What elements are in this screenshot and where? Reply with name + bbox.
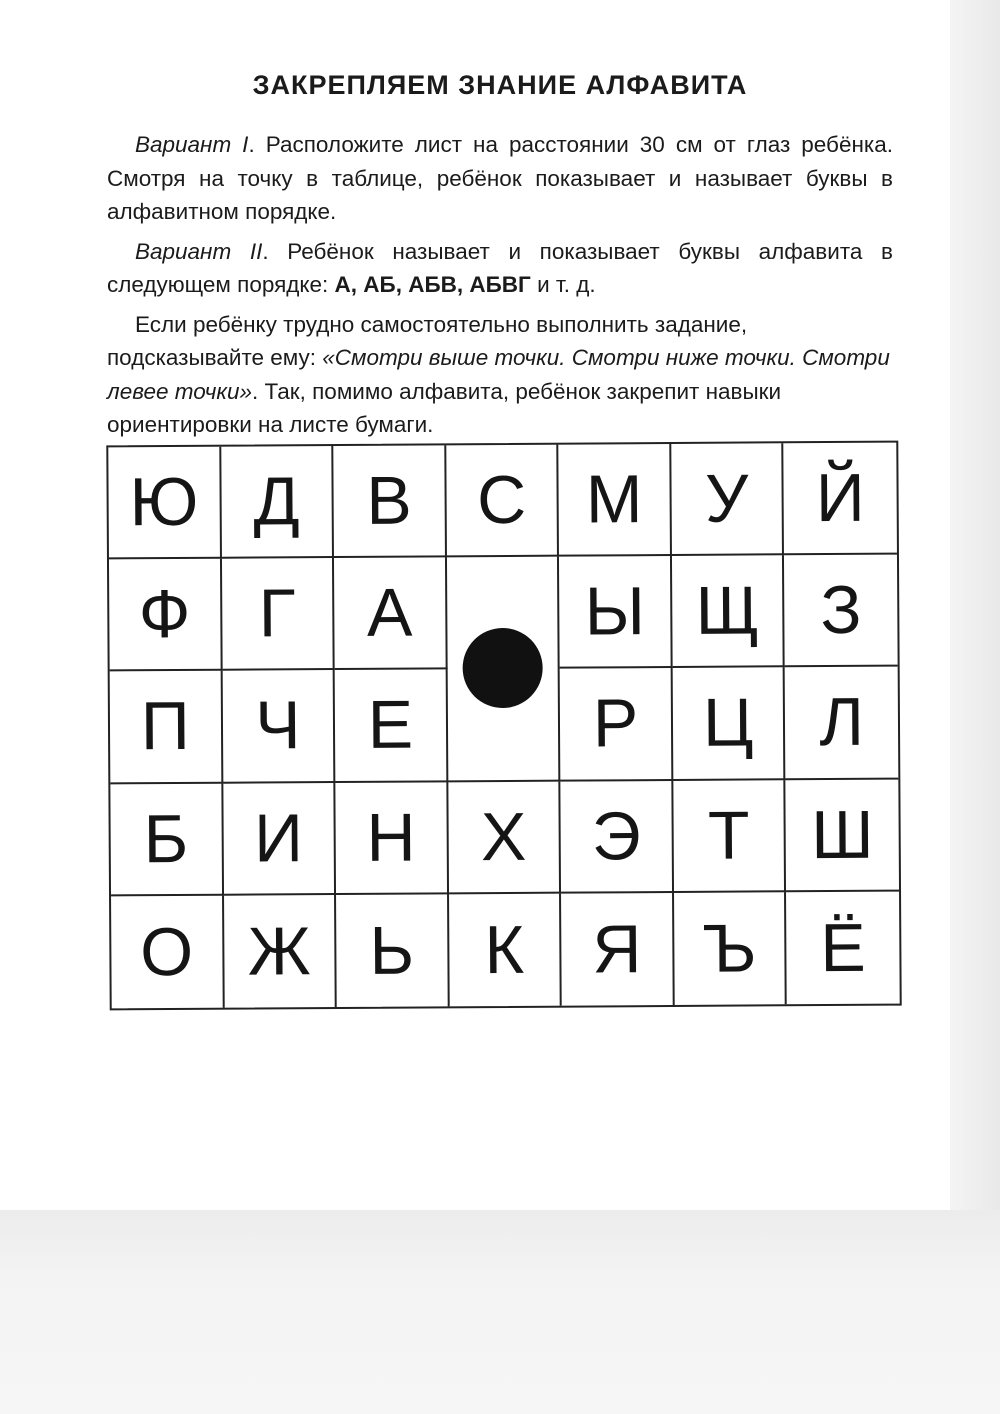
- grid-cell: Н: [335, 782, 448, 895]
- grid-cell: О: [111, 896, 224, 1009]
- grid-cell: Я: [561, 893, 674, 1006]
- variant-1-label: Вариант I: [135, 132, 249, 157]
- grid-cell: Ъ: [674, 892, 787, 1005]
- grid-cell: И: [223, 783, 336, 896]
- grid-cell: А: [334, 558, 447, 671]
- grid-cell: Т: [673, 780, 786, 893]
- grid-cell: Д: [221, 446, 334, 559]
- grid-cell: Ы: [559, 556, 672, 669]
- grid-cell: Ю: [108, 447, 221, 560]
- variant-2-label: Вариант II: [135, 238, 263, 264]
- hint-quote: «Смотри выше точки. Смотри ниже точки. Смотри левее точки»: [107, 345, 890, 404]
- grid-cell: З: [784, 555, 897, 668]
- center-dot-cell: [447, 557, 561, 782]
- instruction-hint: [107, 308, 893, 442]
- variant-1-text: . Расположите лист на расстоянии 30 см от глаз ребёнка. Смотря на точку в таблице, ребёнок показывает и называет буквы в алфавитном порядке.: [107, 132, 893, 224]
- grid-cell: Ф: [109, 559, 222, 672]
- grid-cell: Ш: [786, 779, 899, 892]
- grid-cell: П: [110, 671, 223, 784]
- hint-text: Если ребёнку трудно самостоятельно выполнить задание, подсказывайте ему:: [107, 311, 748, 370]
- grid-cell: Э: [561, 781, 674, 894]
- hint-tail: . Так, помимо алфавита, ребёнок закрепит навыки ориентировки на листе бумаги.: [107, 378, 782, 437]
- page-title: ЗАКРЕПЛЯЕМ ЗНАНИЕ АЛФАВИТА: [252, 70, 748, 100]
- instruction-variant-2: [107, 235, 893, 302]
- grid-cell: Ё: [820, 909, 866, 986]
- grid-cell: Й: [784, 443, 897, 556]
- grid-cell: Щ: [672, 555, 785, 668]
- grid-cell: Х: [448, 781, 561, 894]
- fixation-dot: [462, 628, 542, 708]
- grid-cell: К: [449, 893, 562, 1006]
- grid-cell: Ж: [224, 895, 337, 1008]
- variant-2-text: . Ребёнок называет и показывает буквы алфавита в следующем порядке:: [107, 238, 893, 297]
- grid-cell: Г: [222, 558, 335, 671]
- grid-cell: У: [671, 443, 784, 556]
- variant-2-tail: и т. д.: [530, 272, 596, 297]
- instructions: [107, 128, 893, 448]
- grid-cell: Б: [110, 783, 223, 896]
- grid-cell: Е: [335, 670, 448, 783]
- grid-cell: С: [446, 445, 559, 558]
- letter-grid: [106, 441, 901, 1011]
- variant-2-sequence: А, АБ, АБВ, АБВГ: [334, 272, 531, 297]
- scan-bottom-margin: [0, 1210, 1000, 1414]
- grid-cell: В: [333, 445, 446, 558]
- grid-cell: Р: [560, 668, 673, 781]
- grid-cell: Ч: [222, 670, 335, 783]
- scan-margin: [950, 0, 1000, 1414]
- grid-cell: Ь: [336, 894, 449, 1007]
- grid-cell: М: [559, 444, 672, 557]
- grid-cell: Ц: [672, 668, 785, 781]
- grid-cell: Л: [785, 667, 898, 780]
- instruction-variant-1: [107, 128, 893, 229]
